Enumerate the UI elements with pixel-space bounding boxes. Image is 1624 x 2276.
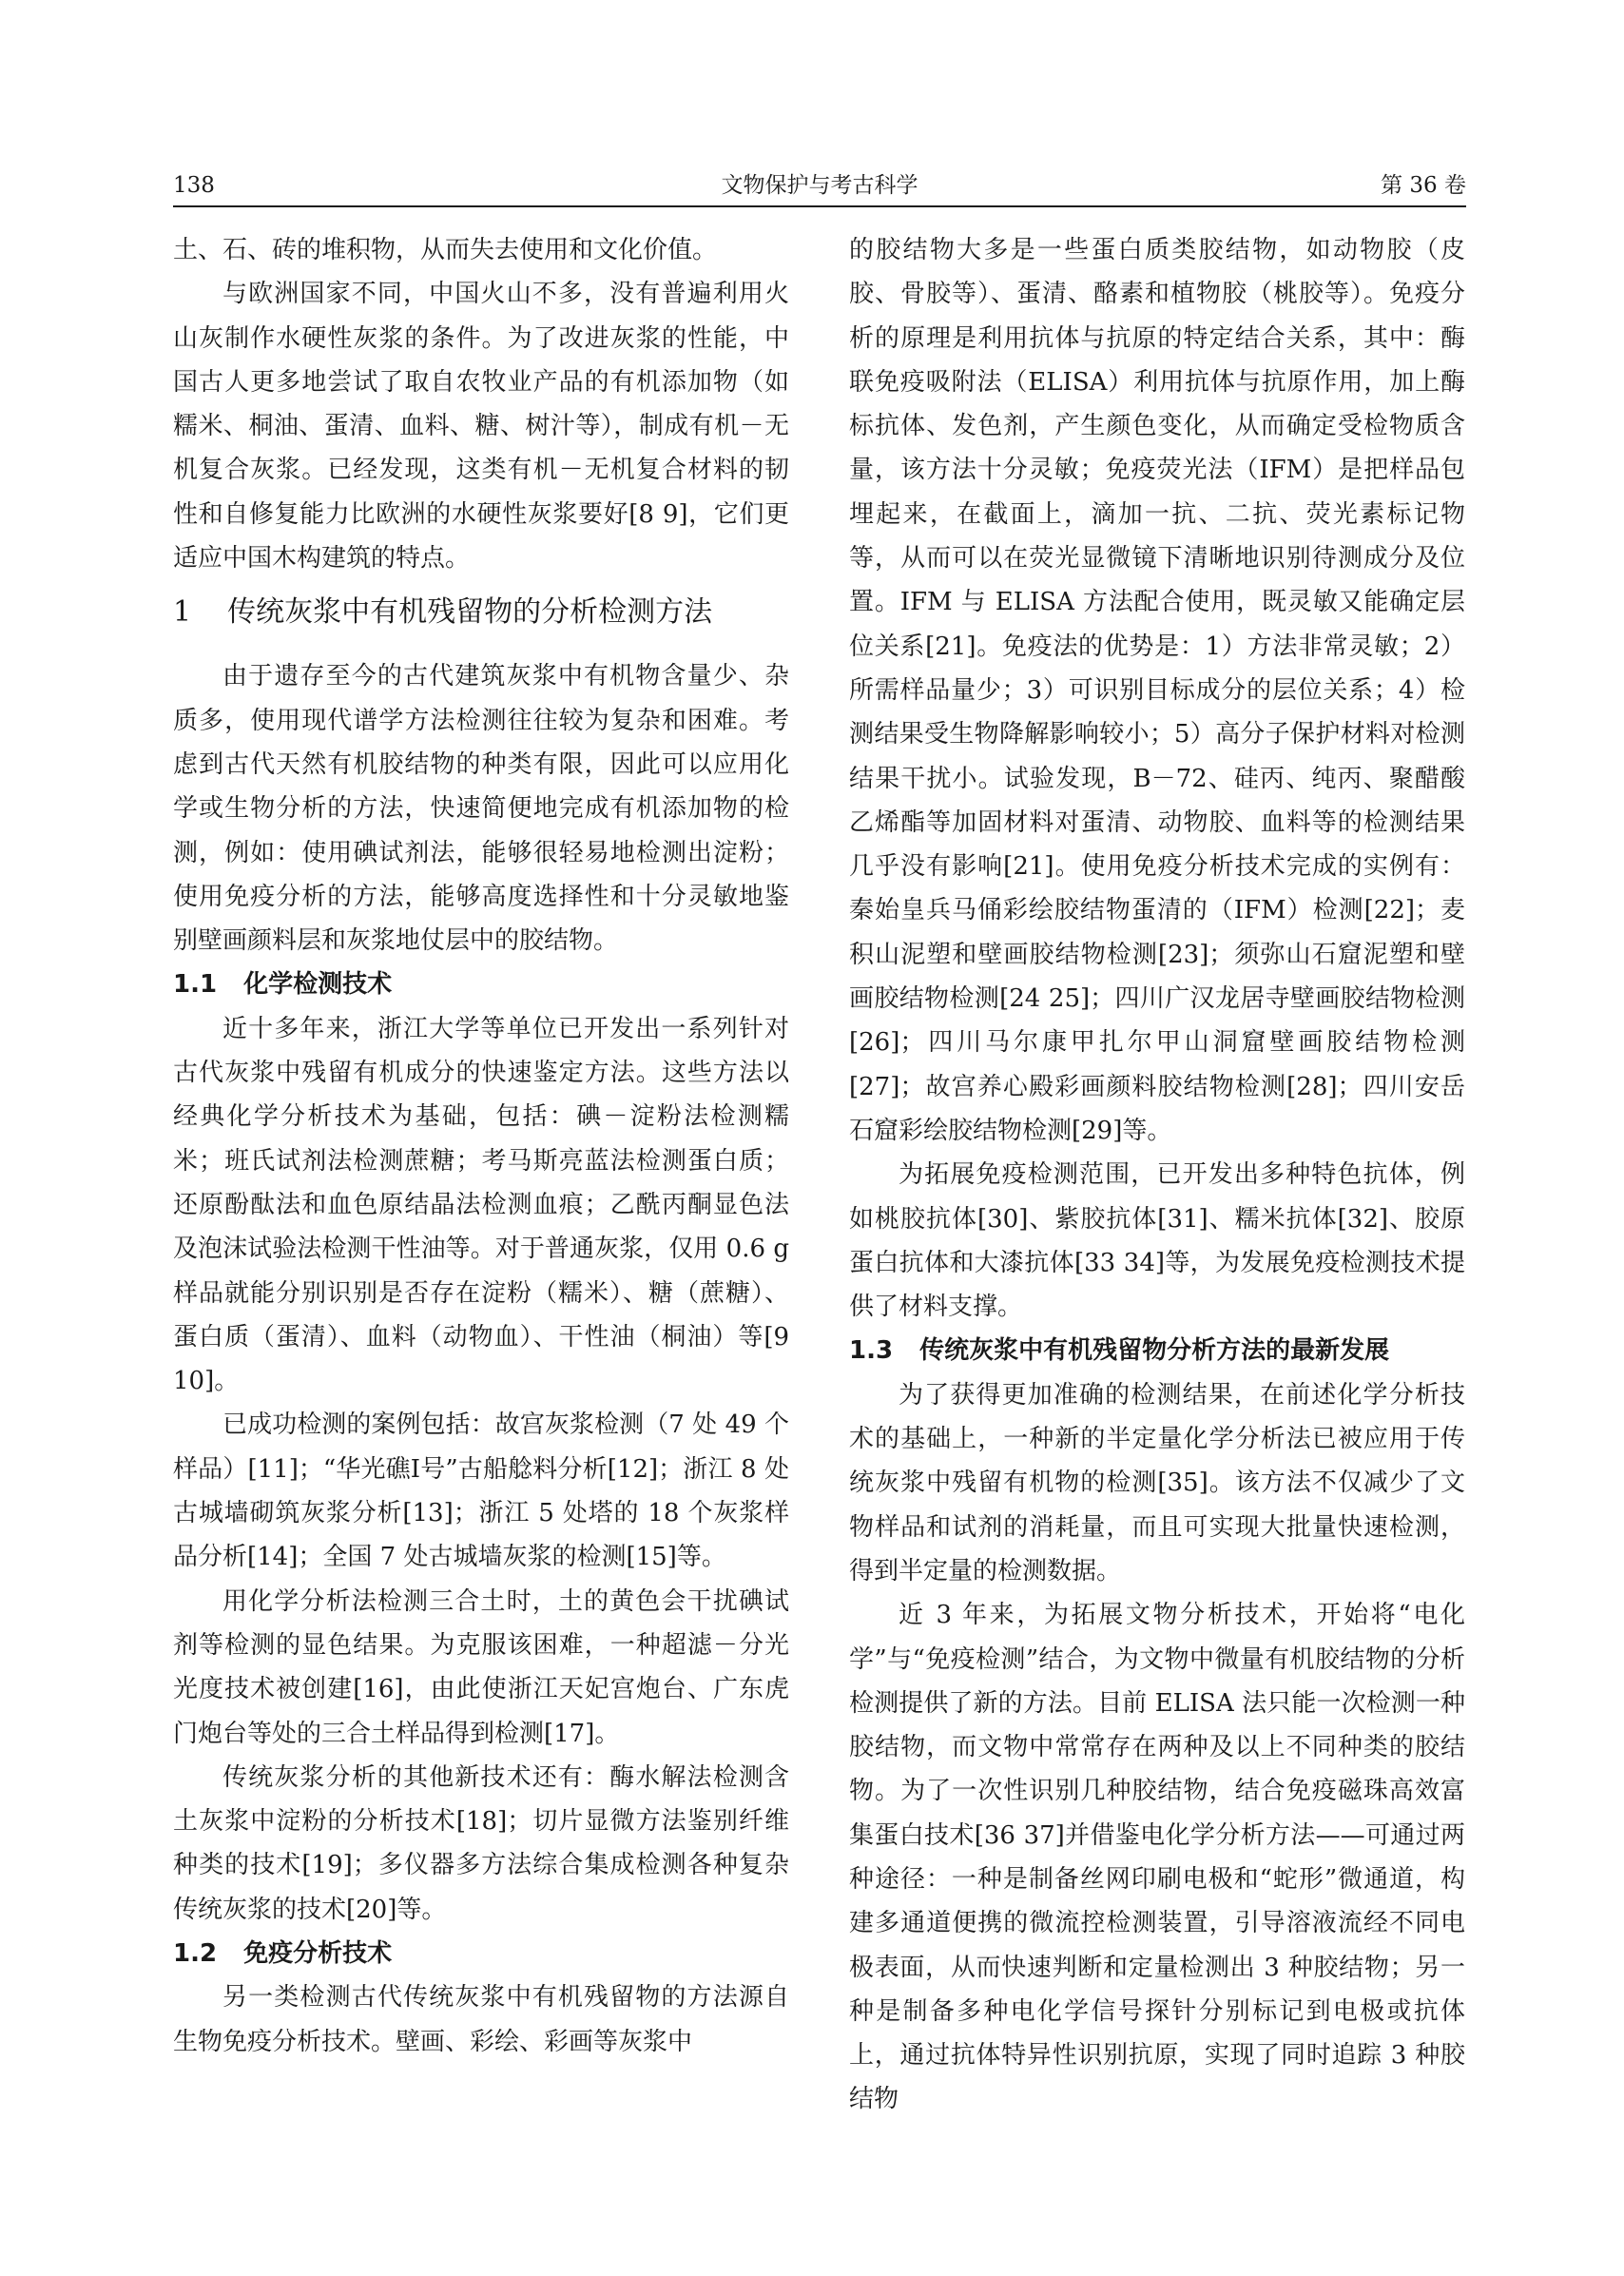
paragraph: 传统灰浆分析的其他新技术还有：酶水解法检测含土灰浆中淀粉的分析技术[18]；切片显微方法鉴别纤维种类的技术[19]；多仪器多方法综合集成检测各种复杂传统灰浆的技术[20]等。 xyxy=(173,1762,789,1924)
section-title: 传统灰浆中有机残留物的分析检测方法 xyxy=(227,595,713,630)
paragraph: 另一类检测古代传统灰浆中有机残留物的方法源自生物免疫分析技术。壁画、彩绘、彩画等灰浆中 xyxy=(173,1983,789,2056)
paragraph: 近 3 年来，为拓展文物分析技术，开始将“电化学”与“免疫检测”结合，为文物中微量有机胶结物的分析检测提供了新的方法。目前 ELISA 法只能一次检测一种胶结物，而文物中常常存在两种及以上不同种类的胶结物。为了一次性识别几种胶结物，结合免疫磁珠高效富集蛋白技术[36 37]并借鉴电化学分析方法——可通过两种途径：一种是制备丝网印刷电极和“蛇形”微通道，构建多通道便携的微流控检测装置，引导溶液流经不同电极表面，从而快速判断和定量检测出 3 种胶结物；另一种是制备多种电化学信号探针分别标记到电极或抗体上，通过抗体特异性识别抗原，实现了同时追踪 3 种胶结物 xyxy=(849,1601,1465,2114)
paragraph: 土、石、砖的堆积物，从而失去使用和文化价值。 xyxy=(173,236,718,264)
paragraph: 近十多年来，浙江大学等单位已开发出一系列针对古代灰浆中残留有机成分的快速鉴定方法。这些方法以经典化学分析技术为基础，包括：碘－淀粉法检测糯米；班氏试剂法检测蔗糖；考马斯亮蓝法检测蛋白质；还原酚酞法和血色原结晶法检测血痕；乙酰丙酮显色法及泡沫试验法检测干性油等。对于普通灰浆，仅用 0.6 g 样品就能分别识别是否存在淀粉（糯米）、糖（蔗糖）、蛋白质（蛋清）、血料（动物血）、干性油（桐油）等[9 10]。 xyxy=(173,1014,789,1396)
subsection-heading-1-3 xyxy=(849,1329,1465,1372)
subsection-number: 1.1 xyxy=(173,970,218,1000)
paragraph: 为了获得更加准确的检测结果，在前述化学分析技术的基础上，一种新的半定量化学分析法已被应用于传统灰浆中残留有机物的检测[35]。该方法不仅减少了文物样品和试剂的消耗量，而且可实现大批量快速检测，得到半定量的检测数据。 xyxy=(849,1380,1465,1585)
paragraph: 的胶结物大多是一些蛋白质类胶结物，如动物胶（皮胶、骨胶等）、蛋清、酪素和植物胶（桃胶等）。免疫分析的原理是利用抗体与抗原的特定结合关系，其中：酶联免疫吸附法（ELISA）利用抗体与抗原作用，加上酶标抗体、发色剂，产生颜色变化，从而确定受检物质含量，该方法十分灵敏；免疫荧光法（IFM）是把样品包埋起来，在截面上，滴加一抗、二抗、荧光素标记物等，从而可以在荧光显微镜下清晰地识别待测成分及位置。IFM 与 ELISA 方法配合使用，既灵敏又能确定层位关系[21]。免疫法的优势是：1）方法非常灵敏；2）所需样品量少；3）可识别目标成分的层位关系；4）检测结果受生物降解影响较小；5）高分子保护材料对检测结果干扰小。试验发现，B－72、硅丙、纯丙、聚醋酸乙烯酯等加固材料对蛋清、动物胶、血料等的检测结果几乎没有影响[21]。使用免疫分析技术完成的实例有：秦始皇兵马俑彩绘胶结物蛋清的（IFM）检测[22]；麦积山泥塑和壁画胶结物检测[23]；须弥山石窟泥塑和壁画胶结物检测[24 25]；四川广汉龙居寺壁画胶结物检测[26]；四川马尔康甲扎尔甲山洞窟壁画胶结物检测[27]；故宫养心殿彩画颜料胶结物检测[28]；四川安岳石窟彩绘胶结物检测[29]等。 xyxy=(849,236,1465,1145)
paragraph: 由于遗存至今的古代建筑灰浆中有机物含量少、杂质多，使用现代谱学方法检测往往较为复杂和困难。考虑到古代天然有机胶结物的种类有限，因此可以应用化学或生物分析的方法，快速简便地完成有机添加物的检测，例如：使用碘试剂法，能够很轻易地检测出淀粉；使用免疫分析的方法，能够高度选择性和十分灵敏地鉴别壁画颜料层和灰浆地仗层中的胶结物。 xyxy=(173,662,789,956)
section-number: 1 xyxy=(173,595,192,630)
left-column xyxy=(173,228,789,2064)
subsection-title: 传统灰浆中有机残留物分析方法的最新发展 xyxy=(919,1336,1390,1366)
right-column xyxy=(849,228,1465,2122)
journal-title: 文物保护与考古科学 xyxy=(721,173,918,198)
subsection-number: 1.3 xyxy=(849,1336,894,1366)
paragraph: 与欧洲国家不同，中国火山不多，没有普遍利用火山灰制作水硬性灰浆的条件。为了改进灰浆的性能，中国古人更多地尝试了取自农牧业产品的有机添加物（如糯米、桐油、蛋清、血料、糖、树汁等），制成有机－无机复合灰浆。已经发现，这类有机－无机复合材料的韧性和自修复能力比欧洲的水硬性灰浆要好[8 9]，它们更适应中国木构建筑的特点。 xyxy=(173,280,789,574)
subsection-heading-1-1 xyxy=(173,963,789,1006)
volume-label: 第 36 卷 xyxy=(1381,173,1466,198)
running-header xyxy=(173,167,1466,207)
paragraph: 为拓展免疫检测范围，已开发出多种特色抗体，例如桃胶抗体[30]、紫胶抗体[31]、糯米抗体[32]、胶原蛋白抗体和大漆抗体[33 34]等，为发展免疫检测技术提供了材料支撑。 xyxy=(849,1160,1465,1322)
subsection-number: 1.2 xyxy=(173,1938,218,1968)
subsection-heading-1-2 xyxy=(173,1932,789,1975)
subsection-title: 免疫分析技术 xyxy=(243,1938,393,1968)
paragraph: 用化学分析法检测三合土时，土的黄色会干扰碘试剂等检测的显色结果。为克服该困难，一种超滤－分光光度技术被创建[16]，由此使浙江天妃宫炮台、广东虎门炮台等处的三合土样品得到检测[17]。 xyxy=(173,1586,789,1748)
paragraph: 已成功检测的案例包括：故宫灰浆检测（7 处 49 个样品）[11]；“华光礁Ⅰ号”古船艌料分析[12]；浙江 8 处古城墙砌筑灰浆分析[13]；浙江 5 处塔的 18 个灰浆样品分析[14]；全国 7 处古城墙灰浆的检测[15]等。 xyxy=(173,1410,789,1572)
section-heading-1 xyxy=(173,592,789,633)
page-number: 138 xyxy=(173,173,215,198)
subsection-title: 化学检测技术 xyxy=(243,970,393,1000)
